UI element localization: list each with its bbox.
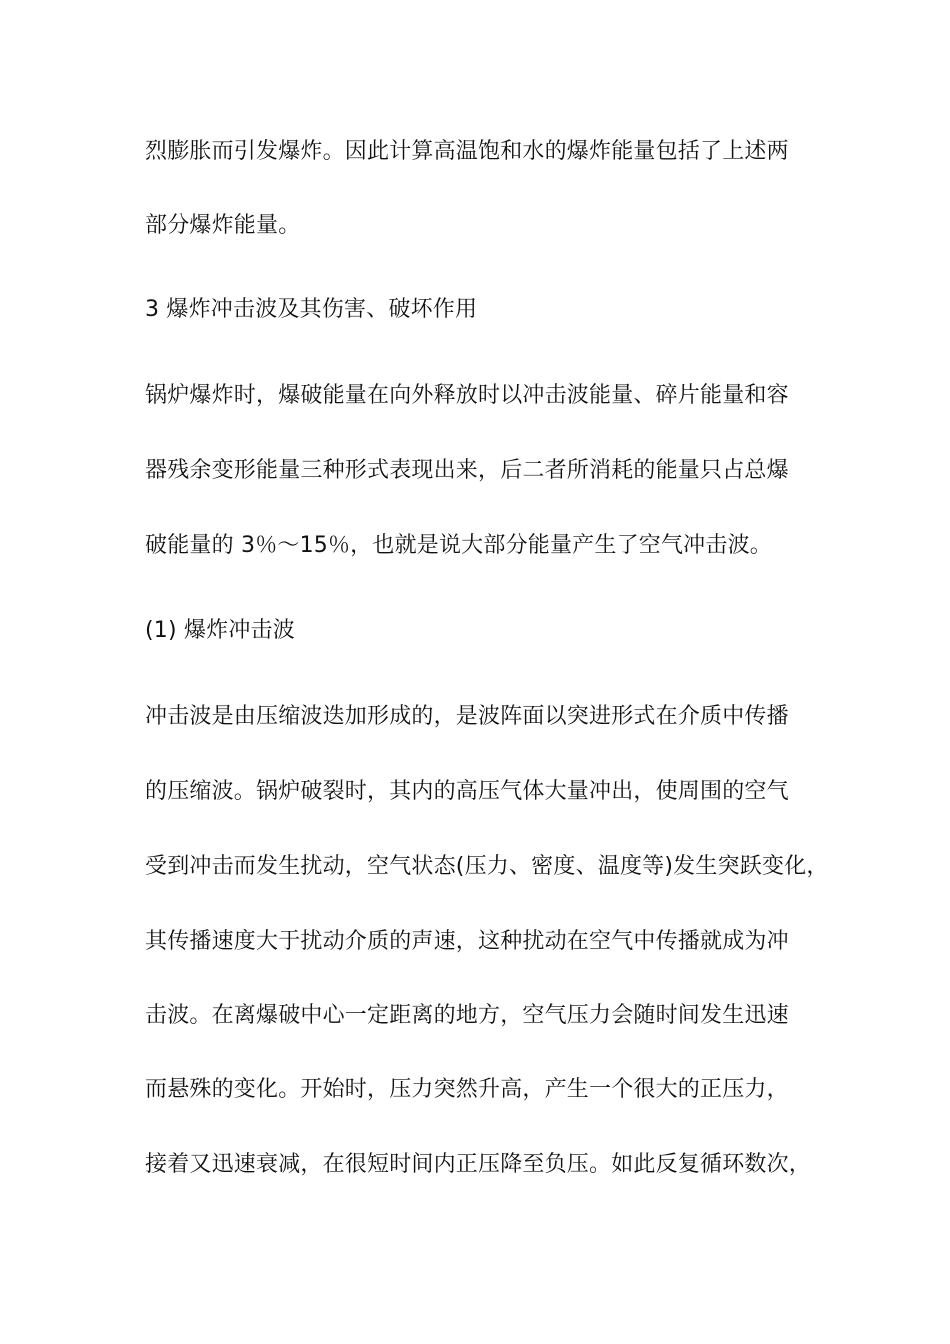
subsection-heading: (1) 爆炸冲击波 xyxy=(145,618,295,643)
text-line: 其传播速度大于扰动介质的声速，这种扰动在空气中传播就成为冲 xyxy=(145,929,789,954)
section-heading: 3 爆炸冲击波及其伤害、破坏作用 xyxy=(145,297,478,322)
text-line: 冲击波是由压缩波迭加形成的，是波阵面以突进形式在介质中传播 xyxy=(145,704,789,729)
text-line: 破能量的 3％～15％，也就是说大部分能量产生了空气冲击波。 xyxy=(145,533,772,558)
text-line: 锅炉爆炸时，爆破能量在向外释放时以冲击波能量、碎片能量和容 xyxy=(145,383,789,408)
text-line: 器残余变形能量三种形式表现出来，后二者所消耗的能量只占总爆 xyxy=(145,458,789,483)
text-line: 而悬殊的变化。开始时，压力突然升高，产生一个很大的正压力， xyxy=(145,1077,789,1102)
text-line: 接着又迅速衰减，在很短时间内正压降至负压。如此反复循环数次， xyxy=(145,1152,812,1177)
text-line: 烈膨胀而引发爆炸。因此计算高温饱和水的爆炸能量包括了上述两 xyxy=(145,139,789,164)
text-line: 击波。在离爆破中心一定距离的地方，空气压力会随时间发生迅速 xyxy=(145,1003,789,1028)
text-line: 受到冲击而发生扰动，空气状态(压力、密度、温度等)发生突跃变化， xyxy=(145,854,829,879)
text-line: 的压缩波。锅炉破裂时，其内的高压气体大量冲出，使周围的空气 xyxy=(145,779,789,804)
text-line: 部分爆炸能量。 xyxy=(145,213,301,238)
